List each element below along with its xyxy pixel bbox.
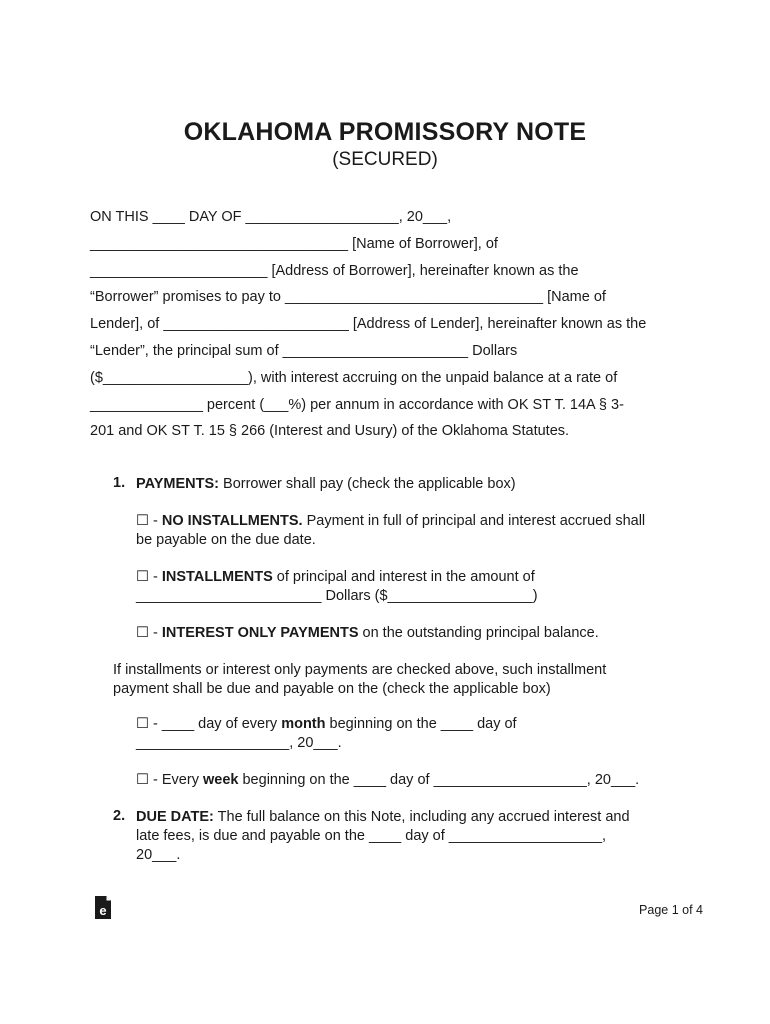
intro-line: ______________________ [Address of Borrower], hereinafter known as the (90, 262, 579, 279)
option-installments (136, 568, 538, 606)
monthly-date-field: ___________________, 20___. (136, 735, 342, 751)
payments-number: 1. (113, 475, 126, 491)
installments-label: INSTALLMENTS (161, 569, 273, 585)
document-subtitle: (SECURED) (332, 149, 438, 170)
option-no-installments (136, 512, 645, 550)
due-date-text-2: late fees, is due and payable on the ____ day of ___________________, (136, 828, 607, 844)
schedule-note-line: If installments or interest only payments are checked above, such installment (113, 662, 607, 678)
monthly-bold: month (281, 716, 326, 732)
document-title: OKLAHOMA PROMISSORY NOTE (183, 118, 587, 146)
intro-line: “Lender”, the principal sum of _______________________ Dollars (90, 342, 518, 359)
svg-text:e: e (99, 903, 107, 918)
payments-text: Borrower shall pay (check the applicable box) (219, 476, 516, 492)
page-number: Page 1 of 4 (639, 903, 703, 917)
option-interest-only (136, 624, 599, 643)
due-date-number: 2. (113, 808, 126, 824)
monthly-pre: ____ day of every (161, 716, 282, 732)
intro-line: ($__________________), with interest accruing on the unpaid balance at a rate of (90, 369, 618, 386)
dash: - (149, 569, 162, 585)
interest-only-label: INTEREST ONLY PAYMENTS (161, 625, 359, 641)
installments-text: of principal and interest in the amount of (272, 569, 535, 585)
intro-line: Lender], of _______________________ [Address of Lender], hereinafter known as the (90, 316, 647, 333)
checkbox-interest-only[interactable]: ☐ (136, 625, 149, 641)
no-installments-text: Payment in full of principal and interest accrued shall (302, 513, 646, 529)
dash: - (149, 625, 162, 641)
due-date-text-3: 20___. (136, 847, 181, 863)
checkbox-no-installments[interactable]: ☐ (136, 513, 149, 529)
option-monthly (136, 715, 517, 753)
intro-line: 201 and OK ST T. 15 § 266 (Interest and Usury) of the Oklahoma Statutes. (90, 423, 570, 440)
due-date-text: The full balance on this Note, including any accrued interest and (213, 809, 630, 825)
payments-heading-line (136, 475, 516, 494)
interest-only-text: on the outstanding principal balance. (358, 625, 599, 641)
installments-amount-field: _______________________ Dollars ($__________________) (136, 588, 538, 604)
weekly-pre: Every (161, 772, 203, 788)
schedule-note (113, 661, 606, 699)
payments-heading: PAYMENTS: (136, 476, 219, 492)
no-installments-text-2: be payable on the due date. (136, 532, 316, 548)
due-date-section (136, 808, 630, 865)
intro-line: “Borrower” promises to pay to ________________________________ [Name of (90, 289, 606, 306)
intro-line: ON THIS ____ DAY OF ___________________, 20___, (90, 209, 452, 225)
weekly-post: beginning on the ____ day of ___________________, 20___. (238, 772, 640, 788)
eforms-logo-icon (94, 896, 112, 920)
intro-line: ______________ percent (___%) per annum in accordance with OK ST T. 14A § 3- (90, 396, 624, 413)
intro-line: ________________________________ [Name of Borrower], of (90, 235, 498, 252)
checkbox-monthly[interactable]: ☐ (136, 716, 149, 732)
weekly-bold: week (202, 772, 239, 788)
dash: - (149, 513, 162, 529)
option-weekly (136, 771, 639, 790)
checkbox-weekly[interactable]: ☐ (136, 772, 149, 788)
dash: - (149, 716, 162, 732)
checkbox-installments[interactable]: ☐ (136, 569, 149, 585)
no-installments-label: NO INSTALLMENTS. (161, 513, 303, 529)
due-date-heading: DUE DATE: (136, 809, 214, 825)
schedule-note-line: payment shall be due and payable on the (check the applicable box) (113, 681, 551, 697)
monthly-post: beginning on the ____ day of (325, 716, 517, 732)
dash: - (149, 772, 162, 788)
intro-paragraph (90, 204, 690, 445)
